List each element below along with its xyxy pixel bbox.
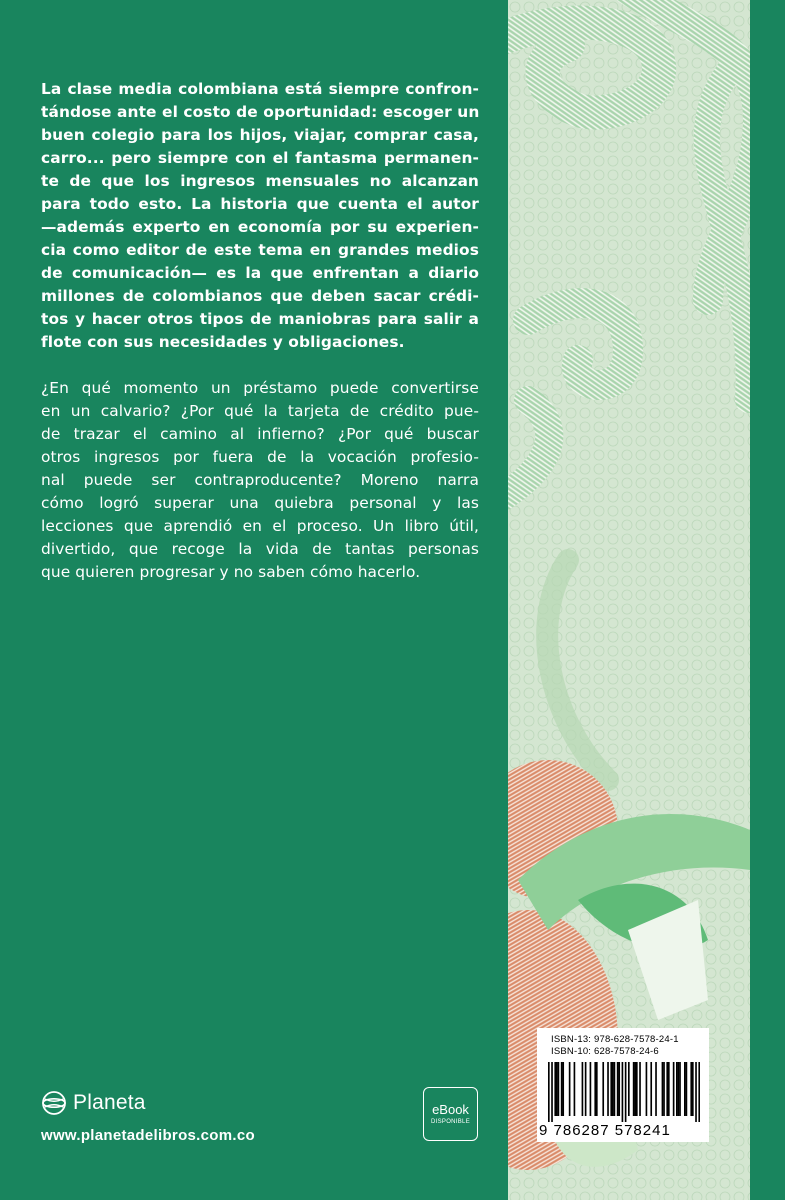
- barcode-bar: [668, 1062, 670, 1116]
- text-line: cia como editor de este tema en grandes medios: [41, 241, 479, 259]
- text-line: buen colegio para los hijos, viajar, comprar casa,: [41, 126, 479, 144]
- barcode-bar: [662, 1062, 664, 1116]
- barcode-bar: [590, 1062, 592, 1116]
- text-line: nal puede ser contraproducente? Moreno narra: [41, 471, 479, 489]
- text-line: —además experto en economía por su experien-: [41, 218, 479, 236]
- barcode-bar: [684, 1062, 686, 1116]
- text-line: de comunicación— es la que enfrentan a diario: [41, 264, 479, 282]
- barcode-bar: [562, 1062, 564, 1116]
- barcode-number: 9 786287 578241: [539, 1122, 671, 1139]
- text-line: lecciones que aprendió en el proceso. Un libro útil,: [41, 517, 479, 535]
- ebook-available-badge: [423, 1087, 478, 1141]
- barcode-bar: [698, 1062, 700, 1122]
- barcode-bar: [679, 1062, 681, 1116]
- barcode-bar: [594, 1062, 596, 1116]
- barcode-bar: [678, 1062, 680, 1116]
- barcode-bar: [676, 1062, 678, 1116]
- text-line: flote con sus necesidades y obligaciones.: [41, 333, 405, 351]
- text-line: divertido, que recoge la vida de tantas personas: [41, 540, 479, 558]
- barcode-bar: [663, 1062, 665, 1116]
- text-line: millones de colombianos que deben sacar crédi-: [41, 287, 479, 305]
- isbn-13: ISBN-13: 978-628-7578-24-1: [551, 1034, 679, 1045]
- text-line: tos y hacer otros tipos de maniobras para salir a: [41, 310, 479, 328]
- barcode-bar: [574, 1062, 576, 1116]
- right-edge-band: [750, 0, 785, 1200]
- text-line: otros ingresos por fuera de la vocación profesio-: [41, 448, 479, 466]
- barcode-bar: [686, 1062, 688, 1116]
- ebook-badge-title: eBook: [432, 1102, 469, 1117]
- barcode-bar: [633, 1062, 635, 1116]
- barcode-bar: [612, 1062, 614, 1116]
- barcode-bar: [655, 1062, 657, 1116]
- barcode-bar: [622, 1062, 624, 1122]
- text-line: te de que los ingresos mensuales no alcanzan: [41, 172, 479, 190]
- text-line: de trazar el camino al infierno? ¿Por qué buscar: [41, 425, 479, 443]
- barcode-bar: [569, 1062, 571, 1116]
- text-line: carro... pero siempre con el fantasma permanen-: [41, 149, 479, 167]
- barcode-bar: [695, 1062, 697, 1122]
- decorative-illustration-strip: [508, 0, 750, 1200]
- description-paragraph-2: [41, 377, 479, 584]
- barcode-bar: [617, 1062, 619, 1116]
- barcode-bar: [666, 1062, 668, 1116]
- barcode-bar: [602, 1062, 604, 1116]
- text-line: para todo esto. La historia que cuenta el autor: [41, 195, 479, 213]
- barcode-bar: [636, 1062, 638, 1116]
- text-line: tándose ante el costo de oportunidad: escoger un: [41, 103, 480, 121]
- barcode-bar: [582, 1062, 584, 1116]
- barcode-bar: [561, 1062, 563, 1116]
- ebook-badge-subtitle: DISPONIBLE: [430, 1119, 470, 1125]
- description-paragraph-1: [41, 78, 479, 354]
- barcode-bar: [625, 1062, 627, 1122]
- text-line: ¿En qué momento un préstamo puede convertirse: [41, 379, 479, 397]
- isbn-10: ISBN-10: 628-7578-24-6: [551, 1046, 659, 1057]
- text-line: en un calvario? ¿Por qué la tarjeta de crédito pue-: [41, 402, 479, 420]
- barcode-bar: [610, 1062, 612, 1116]
- ornamental-pattern-illustration: [508, 0, 750, 1200]
- barcode-bar: [628, 1062, 630, 1116]
- isbn-barcode-box: [537, 1028, 709, 1142]
- barcode-bar: [585, 1062, 587, 1116]
- barcode-bar: [673, 1062, 675, 1116]
- publisher-logo: [41, 1090, 146, 1116]
- barcode-bar: [554, 1062, 556, 1116]
- barcode-bar: [634, 1062, 636, 1116]
- barcode-bar: [646, 1062, 648, 1116]
- text-line: cómo logró superar una quiebra personal y las: [41, 494, 479, 512]
- barcode-bar: [607, 1062, 609, 1116]
- barcode-bar: [690, 1062, 692, 1116]
- barcode-bar: [551, 1062, 553, 1122]
- barcode-bar: [692, 1062, 694, 1116]
- barcode-bar: [618, 1062, 620, 1116]
- barcode-bar: [639, 1062, 641, 1116]
- barcode-bar: [558, 1062, 560, 1116]
- back-cover-description: [41, 78, 479, 584]
- barcode-image: [548, 1062, 700, 1122]
- barcode-bar: [556, 1062, 558, 1116]
- publisher-name: Planeta: [73, 1091, 146, 1114]
- barcode-bar: [650, 1062, 652, 1116]
- planeta-globe-icon: [41, 1090, 67, 1116]
- barcode-bar: [614, 1062, 616, 1116]
- text-line: que quieren progresar y no saben cómo hacerlo.: [41, 563, 421, 581]
- barcode-bar: [596, 1062, 598, 1116]
- publisher-website: www.planetadelibros.com.co: [41, 1127, 255, 1144]
- text-line: La clase media colombiana está siempre confron-: [41, 80, 479, 98]
- barcode-bar: [548, 1062, 550, 1122]
